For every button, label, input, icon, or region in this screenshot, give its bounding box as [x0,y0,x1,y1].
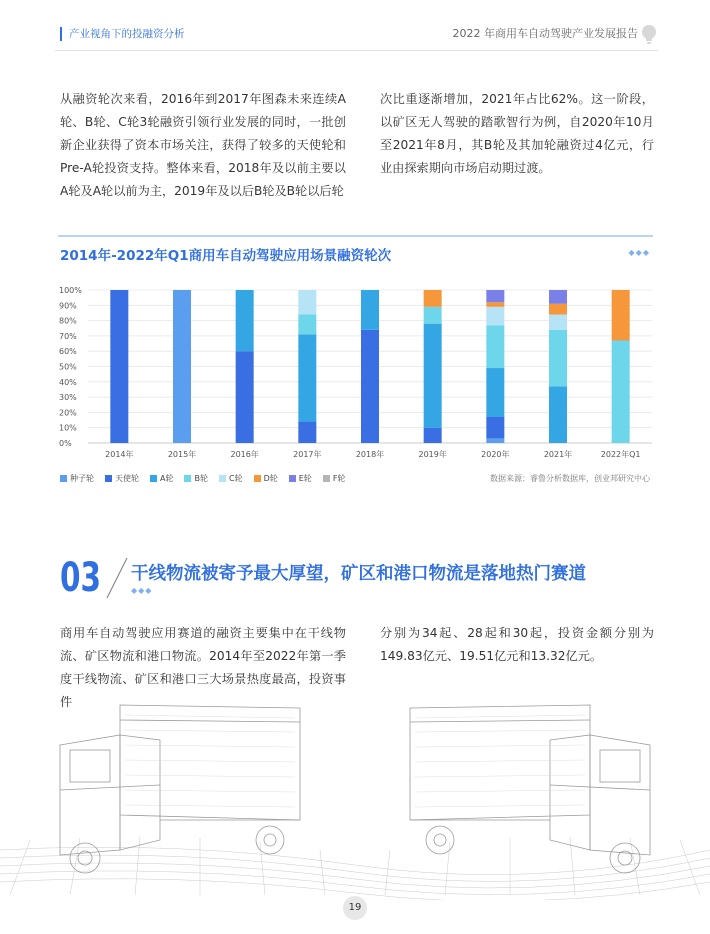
chart-legend [60,473,345,484]
legend-label: E轮 [298,474,312,483]
legend-label: C轮 [228,474,243,483]
bar-segment [298,334,316,421]
legend-swatch [184,475,191,482]
page-number: 19 [343,896,367,920]
y-tick-label: 100% [59,286,82,295]
legend-swatch [254,475,261,482]
bar-segment [298,290,316,314]
legend-label: D轮 [263,474,278,483]
x-tick-label: 2020年 [481,450,510,459]
legend-label: A轮 [160,474,174,483]
bar-segment [486,368,504,417]
intro-paragraph-right: 次比重逐渐增加，2021年占比62%。这一阶段，以矿区无人驾驶的踏歌智行为例，自2020年10月至2021年8月，其B轮及其加轮融资过4亿元，行业由探索期向市场启动期过渡。 [380,92,654,175]
bar-segment [486,290,504,302]
bar-segment [612,340,630,443]
y-tick-label: 90% [59,301,77,311]
header-report-title: 2022 年商用车自动驾驶产业发展报告 [452,27,638,40]
y-tick-label: 60% [59,347,77,357]
x-tick-label: 2019年 [418,450,447,459]
bar-segment [424,290,442,307]
bar-segment [236,290,254,351]
bar-segment [298,422,316,443]
legend-label: F轮 [332,474,346,483]
bar-segment [549,304,567,315]
bar-segment [549,314,567,329]
legend-swatch [323,475,330,482]
legend-swatch [105,475,112,482]
x-tick-label: 2017年 [293,450,322,459]
bar-segment [612,290,630,340]
legend-item [254,473,278,484]
bar-segment [486,417,504,438]
section-slash-icon [105,556,129,600]
chart-top-rule [58,235,653,237]
y-tick-label: 20% [59,408,77,418]
bar-segment [549,386,567,443]
bar-segment [486,307,504,325]
truck-wireframe-illustration [0,690,710,900]
legend-item [289,473,312,484]
bar-segment [173,290,191,443]
body-paragraph-left: 商用车自动驾驶应用赛道的融资主要集中在干线物流、矿区物流和港口物流。2014年至2022年第一季度干线物流、矿区和港口三大场景热度最高，投资事件 [60,626,346,709]
section-number: 03 [60,555,102,601]
y-tick-label: 30% [59,393,77,403]
bar-segment [424,428,442,443]
legend-label: 天使轮 [115,474,139,483]
stacked-bar-chart [56,280,656,465]
chart-source: 数据来源：睿鲁分析数据库，创业邦研究中心 [490,474,650,483]
diamond-ornament-icon: ◆◆◆ [131,586,153,595]
legend-item [219,473,243,484]
chart-title: 2014年-2022年Q1商用车自动驾驶应用场景融资轮次 [60,248,392,264]
legend-item [323,473,346,484]
legend-swatch [60,475,67,482]
bar-segment [549,330,567,387]
x-tick-label: 2018年 [355,450,385,459]
x-tick-label: 2022年Q1 [600,450,641,459]
y-tick-label: 70% [59,331,77,341]
bar-segment [298,314,316,334]
bar-segment [424,307,442,324]
legend-swatch [289,475,296,482]
legend-swatch [150,475,157,482]
bar-segment [361,330,379,443]
legend-item [184,473,208,484]
header-section-label: 产业视角下的投融资分析 [60,27,185,41]
y-tick-label: 0% [59,439,72,448]
bar-segment [361,290,379,330]
legend-label: 种子轮 [70,474,94,483]
bar-segment [236,351,254,443]
x-tick-label: 2015年 [167,450,197,459]
diamond-ornament-icon: ◆◆◆ [628,248,650,257]
bar-segment [110,290,128,443]
section-title: 干线物流被寄予最大厚望，矿区和港口物流是落地热门赛道 [131,564,586,584]
bar-segment [486,325,504,368]
legend-item [60,473,94,484]
intro-paragraph-left: 从融资轮次来看，2016年到2017年图森未来连续A轮、B轮、C轮3轮融资引领行业发展的同时，一批创新企业获得了资本市场关注，获得了较多的天使轮和Pre-A轮投资支持。整体来看，2018年及以前主要以A轮及A轮以前为主，2019年及以后B轮及B轮以后轮 [60,92,346,198]
bar-segment [486,438,504,443]
legend-item [105,473,139,484]
legend-item [150,473,173,484]
body-paragraph-right: 分别为34起、28起和30起，投资金额分别为149.83亿元、19.51亿元和13.32亿元。 [380,626,654,663]
x-tick-label: 2021年 [543,450,573,459]
y-tick-label: 50% [59,362,77,372]
header-divider [55,50,658,51]
legend-swatch [219,475,226,482]
y-tick-label: 40% [59,377,77,387]
y-tick-label: 80% [59,316,77,326]
bar-segment [424,324,442,428]
legend-label: B轮 [194,474,208,483]
x-tick-label: 2014年 [105,450,134,459]
bar-segment [549,290,567,304]
bar-segment [486,302,504,307]
x-tick-label: 2016年 [230,450,259,459]
y-tick-label: 10% [59,423,77,433]
lightbulb-icon [640,24,658,46]
